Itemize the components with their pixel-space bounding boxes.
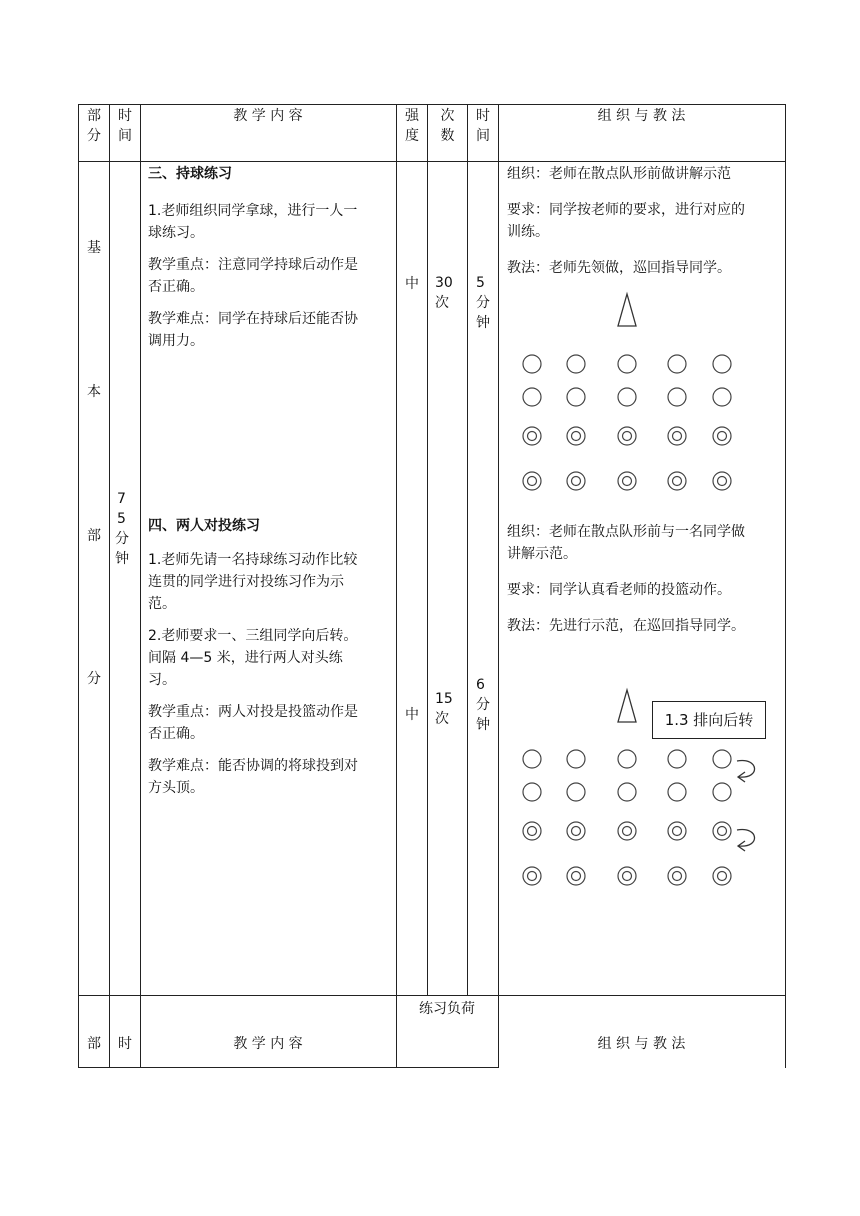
section4-title: 四、两人对投练习 (148, 518, 260, 534)
part-char: 分 (87, 671, 101, 687)
formation-label: 1.3 排向后转 (664, 711, 754, 729)
section4-intensity: 中 (405, 707, 419, 723)
section3-count: 30 次 (435, 275, 453, 311)
section3-teach: 教法：老师先领做，巡回指导同学。 (507, 260, 731, 276)
ball-student-ring-inner (673, 432, 682, 441)
teacher-cone-icon (618, 294, 636, 326)
student-circle (618, 388, 636, 406)
section3-org: 组织：老师在散点队形前做讲解示范 (507, 166, 731, 182)
turn-arrow-icon (737, 761, 755, 778)
student-circle (523, 388, 541, 406)
footer-time: 时 (118, 1036, 132, 1052)
ball-student-ring (668, 867, 686, 885)
section4-p1: 1.老师先请一名持球练习动作比较 连贯的同学进行对投练习作为示 范。 (148, 552, 358, 612)
ball-student-ring-inner (623, 432, 632, 441)
ball-student-ring (567, 472, 585, 490)
header-count: 次 数 (440, 108, 455, 144)
ball-student-ring (523, 427, 541, 445)
ball-student-ring (618, 472, 636, 490)
ball-student-ring (668, 822, 686, 840)
student-circle (713, 388, 731, 406)
student-circle (523, 783, 541, 801)
ball-student-ring (567, 427, 585, 445)
ball-student-ring-inner (528, 872, 537, 881)
ball-student-ring-inner (528, 827, 537, 836)
ball-student-ring (713, 867, 731, 885)
student-circle (567, 783, 585, 801)
section3-req: 要求：同学按老师的要求，进行对应的 训练。 (507, 202, 745, 240)
header-intensity: 强 度 (405, 108, 419, 144)
student-circle (567, 355, 585, 373)
ball-student-ring-inner (572, 432, 581, 441)
section4-p2: 2.老师要求一、三组同学向后转。 间隔 4—5 米，进行两人对头练 习。 (148, 628, 358, 688)
student-circle (668, 783, 686, 801)
section3-title: 三、持球练习 (148, 166, 232, 182)
header-method: 组 织 与 教 法 (597, 108, 686, 124)
time-value: 7 5 分 钟 (115, 491, 129, 567)
header-duration: 时 间 (476, 108, 490, 144)
ball-student-ring-inner (673, 827, 682, 836)
header-part: 部 分 (87, 108, 101, 144)
ball-student-ring (523, 472, 541, 490)
footer-load: 练习负荷 (419, 1001, 475, 1017)
student-circle (618, 750, 636, 768)
section4-count: 15 次 (435, 691, 453, 727)
ball-student-ring-inner (572, 477, 581, 486)
ball-student-ring-inner (673, 872, 682, 881)
ball-student-ring-inner (718, 872, 727, 881)
section4-org: 组织：老师在散点队形前与一名同学做 讲解示范。 (507, 524, 745, 562)
ball-student-ring-inner (528, 432, 537, 441)
footer-part: 部 (87, 1036, 101, 1052)
section3-intensity: 中 (405, 276, 419, 292)
ball-student-ring (668, 472, 686, 490)
ball-student-ring (713, 822, 731, 840)
footer-content: 教 学 内 容 (233, 1036, 303, 1052)
student-circle (523, 750, 541, 768)
ball-student-ring-inner (718, 477, 727, 486)
ball-student-ring-inner (572, 872, 581, 881)
ball-student-ring (668, 427, 686, 445)
ball-student-ring-inner (623, 477, 632, 486)
header-content: 教 学 内 容 (233, 108, 303, 124)
footer-method: 组 织 与 教 法 (597, 1036, 686, 1052)
student-circle (567, 750, 585, 768)
section4-duration: 6 分 钟 (476, 677, 490, 733)
turn-arrow-icon (737, 830, 755, 847)
ball-student-ring (713, 427, 731, 445)
section3-p3: 教学难点：同学在持球后还能否协 调用力。 (148, 311, 358, 349)
ball-student-ring-inner (572, 827, 581, 836)
section4-teach: 教法：先进行示范，在巡回指导同学。 (507, 618, 745, 634)
ball-student-ring (713, 472, 731, 490)
part-char: 本 (87, 384, 101, 400)
section4-p3: 教学重点：两人对投是投篮动作是 否正确。 (148, 704, 358, 742)
header-time: 时 间 (118, 108, 132, 144)
student-circle (567, 388, 585, 406)
section3-p2: 教学重点：注意同学持球后动作是 否正确。 (148, 257, 358, 295)
student-circle (713, 750, 731, 768)
ball-student-ring-inner (623, 872, 632, 881)
ball-student-ring (567, 822, 585, 840)
part-char: 基 (87, 240, 101, 256)
teacher-cone-icon (618, 690, 636, 722)
ball-student-ring-inner (718, 432, 727, 441)
student-circle (668, 750, 686, 768)
section3-duration: 5 分 钟 (476, 275, 490, 331)
section4-p4: 教学难点：能否协调的将球投到对 方头顶。 (148, 758, 358, 796)
part-char: 部 (87, 528, 101, 544)
student-circle (713, 783, 731, 801)
ball-student-ring-inner (528, 477, 537, 486)
ball-student-ring (523, 867, 541, 885)
student-circle (618, 355, 636, 373)
student-circle (713, 355, 731, 373)
student-circle (618, 783, 636, 801)
ball-student-ring (523, 822, 541, 840)
ball-student-ring-inner (718, 827, 727, 836)
ball-student-ring (567, 867, 585, 885)
student-circle (668, 388, 686, 406)
section4-req: 要求：同学认真看老师的投篮动作。 (507, 582, 731, 598)
section3-p1: 1.老师组织同学拿球，进行一人一 球练习。 (148, 203, 358, 241)
student-circle (668, 355, 686, 373)
student-circle (523, 355, 541, 373)
ball-student-ring (618, 822, 636, 840)
ball-student-ring-inner (673, 477, 682, 486)
ball-student-ring (618, 427, 636, 445)
ball-student-ring (618, 867, 636, 885)
ball-student-ring-inner (623, 827, 632, 836)
